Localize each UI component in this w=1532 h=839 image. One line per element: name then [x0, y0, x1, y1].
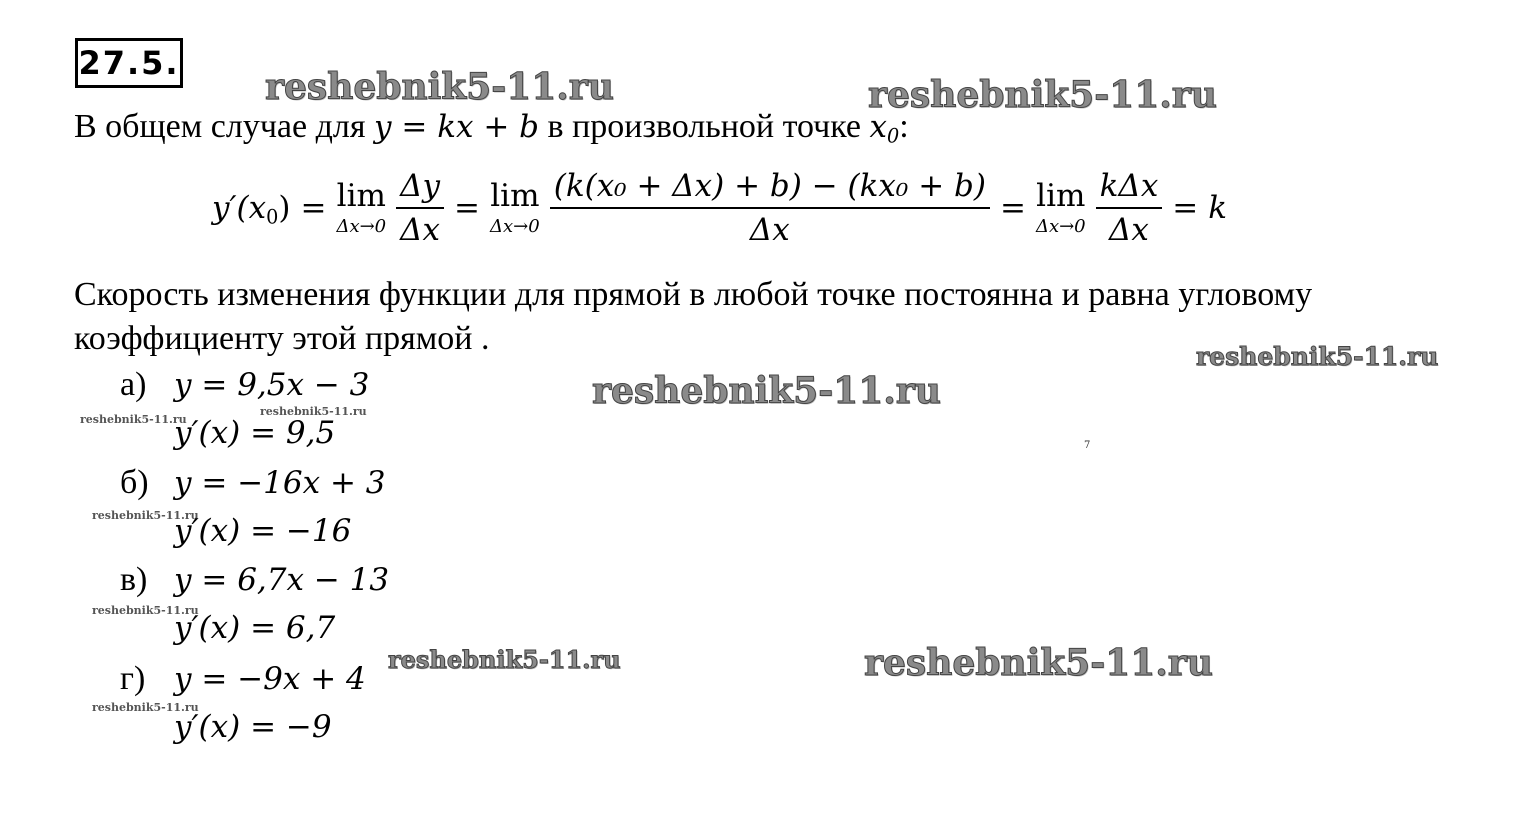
- equals-sign: =: [1172, 190, 1199, 226]
- intro-text-before: В общем случае для: [74, 108, 375, 145]
- fraction-2: $\frac{\text{(k(x₀ + Δx) + b) − (kx₀ + b)}}{\Delta x}$: [550, 168, 990, 248]
- intro-line: [74, 108, 909, 146]
- item-label-g: г): [120, 660, 146, 697]
- item-function-a: y = 9,5x − 3: [174, 367, 370, 403]
- fraction-3: $\frac{\text{kΔx}}{\Delta x}$: [1096, 168, 1163, 248]
- watermark: reshebnik5-11.ru: [80, 413, 187, 426]
- item-label-b: б): [120, 464, 149, 501]
- conclusion-line-1: Скорость изменения функции для прямой в любой точке постоянна и равна угловому: [74, 276, 1313, 313]
- item-derivative-b: y′(x) = −16: [174, 513, 352, 549]
- equals-sign: =: [300, 190, 327, 226]
- item-function-v: y = 6,7x − 13: [174, 562, 390, 598]
- watermark: reshebnik5-11.ru: [592, 370, 941, 412]
- watermark: reshebnik5-11.ru: [868, 74, 1217, 116]
- limit-2: lim Δx→0: [490, 177, 540, 237]
- item-function-g: y = −9x + 4: [174, 661, 366, 697]
- watermark: reshebnik5-11.ru: [388, 645, 621, 674]
- watermark: reshebnik5-11.ru: [864, 642, 1213, 684]
- item-function-b: y = −16x + 3: [174, 465, 386, 501]
- intro-text-after: в произвольной точке: [539, 108, 870, 145]
- task-number: 27.5.: [75, 38, 183, 88]
- intro-point: $x_0$: [869, 109, 900, 148]
- watermark: reshebnik5-11.ru: [265, 66, 614, 108]
- item-derivative-a: y′(x) = 9,5: [174, 415, 336, 451]
- fraction-1: $\frac{\Delta y}{\Delta x}$: [396, 168, 444, 248]
- watermark: reshebnik5-11.ru: [1196, 342, 1439, 371]
- item-derivative-v: y′(x) = 6,7: [174, 610, 336, 646]
- watermark: reshebnik5-11.ru: [92, 701, 199, 714]
- item-label-a: а): [120, 366, 147, 403]
- intro-colon: :: [899, 108, 909, 145]
- equals-sign: =: [454, 190, 481, 226]
- stray-mark: 7: [1084, 440, 1091, 451]
- derivative-formula: [212, 168, 1227, 248]
- item-derivative-g: y′(x) = −9: [174, 709, 332, 745]
- equals-sign: =: [999, 190, 1026, 226]
- formula-lhs: $y'(x_0)$: [212, 190, 291, 229]
- limit-3: lim Δx→0: [1035, 177, 1086, 237]
- watermark: reshebnik5-11.ru: [92, 604, 199, 617]
- formula-result: k: [1208, 190, 1228, 226]
- item-label-v: в): [120, 561, 148, 598]
- intro-equation: y = kx + b: [374, 109, 540, 145]
- watermark: reshebnik5-11.ru: [92, 509, 199, 522]
- conclusion-line-2: коэффициенту этой прямой .: [74, 320, 490, 357]
- limit-1: lim Δx→0: [336, 177, 387, 237]
- watermark: reshebnik5-11.ru: [260, 405, 367, 418]
